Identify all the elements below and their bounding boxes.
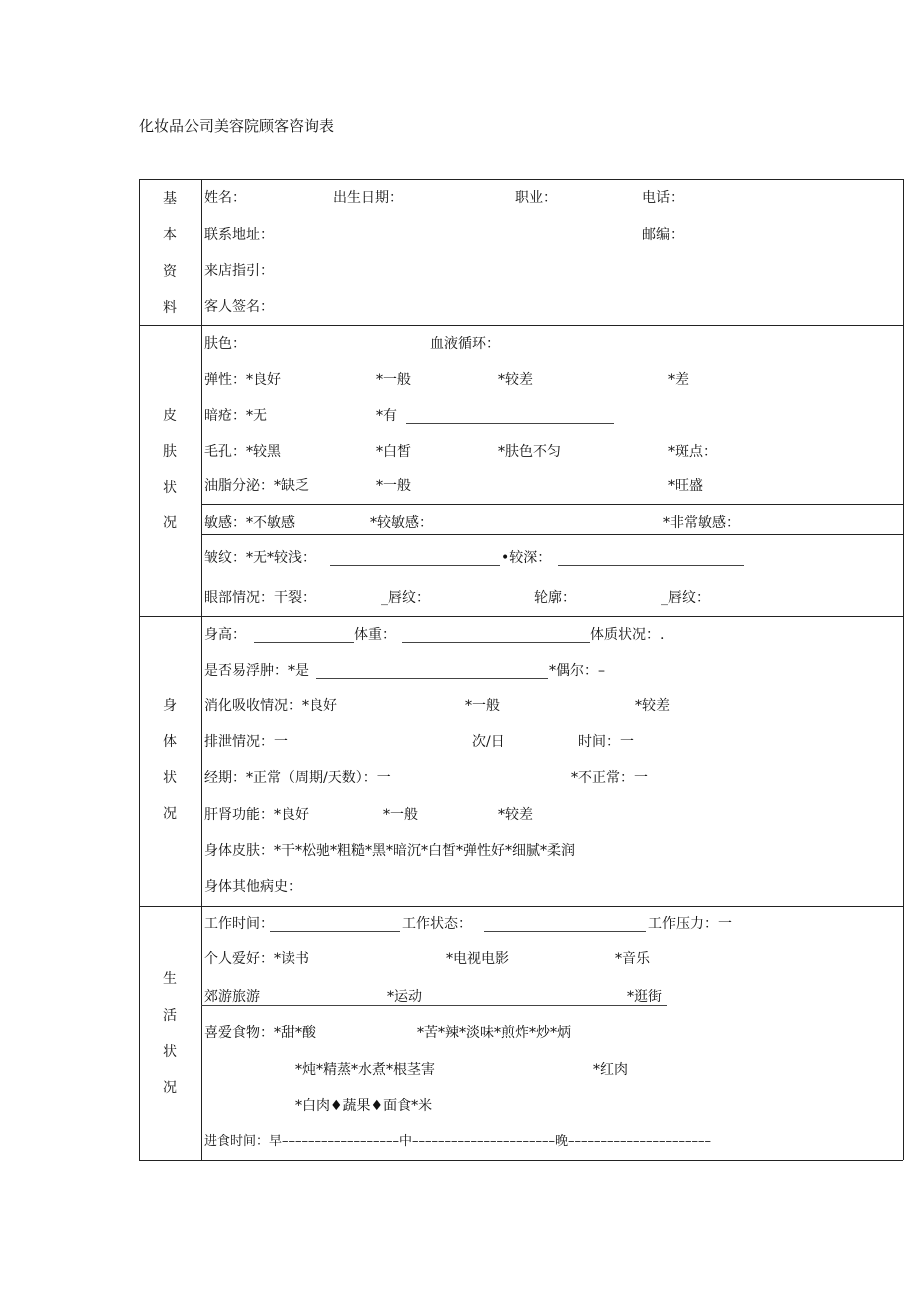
- pore-spots-option[interactable]: *斑点：: [668, 444, 717, 460]
- work-state-blank[interactable]: [484, 931, 646, 932]
- section-char: 料: [163, 300, 177, 316]
- body-skin-options[interactable]: 身体皮肤：*干*松驰*粗糙*黑*暗沉*白皙*弹性好*细腻*柔润: [204, 843, 575, 859]
- blood-circulation-field[interactable]: 血液循环：: [430, 336, 500, 352]
- lip-lines-field-2[interactable]: _唇纹：: [661, 590, 710, 606]
- wrinkle-deep-option[interactable]: •较深：: [501, 550, 552, 566]
- sports-option[interactable]: *运动: [387, 989, 422, 1005]
- elasticity-normal-option[interactable]: *一般: [376, 372, 411, 388]
- shopping-option[interactable]: *逛街: [627, 989, 662, 1005]
- address-field[interactable]: 联系地址：: [204, 227, 274, 243]
- lip-lines-field[interactable]: _唇纹：: [381, 590, 430, 606]
- elasticity-bad-option[interactable]: *差: [668, 372, 689, 388]
- acne-blank[interactable]: [406, 423, 614, 424]
- referral-field[interactable]: 来店指引：: [204, 263, 274, 279]
- hobby-reading-option[interactable]: 个人爱好：*读书: [204, 951, 309, 967]
- job-field[interactable]: 职业：: [515, 190, 557, 206]
- work-state-field[interactable]: 工作状态：: [402, 916, 472, 932]
- oil-lacking-option[interactable]: 油脂分泌：*缺乏: [204, 478, 309, 494]
- section-char: 资: [163, 264, 177, 280]
- work-time-blank[interactable]: [270, 931, 400, 932]
- meal-time-field[interactable]: 进食时间：早––––––––––––––––––中––––––––––––––––––––––晚––––––––––––––––––––––: [204, 1134, 712, 1149]
- weight-blank[interactable]: [402, 642, 590, 643]
- period-normal-option[interactable]: 经期：*正常（周期/天数）：一: [204, 770, 391, 786]
- not-sensitive-option[interactable]: 敏感：*不敏感: [204, 515, 295, 531]
- section-char: 生: [163, 971, 177, 987]
- table-column-divider: [201, 179, 202, 1160]
- row-divider: [201, 504, 903, 505]
- pore-dark-option[interactable]: 毛孔：*较黑: [204, 444, 281, 460]
- work-pressure-field[interactable]: 工作压力：一: [648, 916, 732, 932]
- acne-yes-option[interactable]: *有: [376, 408, 397, 424]
- sensitive-option[interactable]: *较敏感：: [370, 515, 433, 531]
- times-per-day-label: 次/日: [472, 734, 505, 750]
- section-char: 况: [163, 1080, 177, 1096]
- skin-color-field[interactable]: 肤色：: [204, 336, 246, 352]
- section-char: 况: [163, 806, 177, 822]
- food-staples-option[interactable]: *白肉♦蔬果♦面食*米: [295, 1098, 433, 1114]
- section-char: 皮: [163, 408, 177, 424]
- excretion-time-field[interactable]: 时间：一: [578, 734, 634, 750]
- table-border-bottom: [139, 1160, 903, 1161]
- section-divider: [139, 906, 903, 907]
- outing-travel-option[interactable]: 郊游旅游: [204, 989, 260, 1005]
- edema-blank[interactable]: [316, 678, 548, 679]
- section-char: 状: [163, 770, 177, 786]
- section-char: 状: [163, 1044, 177, 1060]
- constitution-field[interactable]: 体质状况：.: [590, 627, 665, 643]
- section-char: 况: [163, 515, 177, 531]
- liver-kidney-poor-option[interactable]: *较差: [498, 807, 533, 823]
- section-char: 基: [163, 191, 177, 207]
- section-char: 状: [163, 480, 177, 496]
- birth-field[interactable]: 出生日期：: [333, 190, 403, 206]
- section-char: 身: [163, 698, 177, 714]
- height-field[interactable]: 身高：: [204, 627, 246, 643]
- section-char: 肤: [163, 444, 177, 460]
- medical-history-field[interactable]: 身体其他病史：: [204, 879, 302, 895]
- liver-kidney-normal-option[interactable]: *一般: [383, 807, 418, 823]
- food-cooking-option[interactable]: *炖*精蒸*水煮*根茎害: [295, 1062, 435, 1078]
- section-divider: [139, 325, 903, 326]
- very-sensitive-option[interactable]: *非常敏感：: [663, 515, 740, 531]
- digestion-normal-option[interactable]: *一般: [465, 698, 500, 714]
- oil-high-option[interactable]: *旺盛: [668, 478, 703, 494]
- signature-field[interactable]: 客人签名：: [204, 299, 274, 315]
- wrinkle-light-option[interactable]: 皱纹：*无*较浅：: [204, 550, 316, 566]
- phone-field[interactable]: 电话：: [642, 190, 684, 206]
- edema-yes-option[interactable]: 是否易浮肿：*是: [204, 663, 309, 679]
- hobby-movies-option[interactable]: *电视电影: [446, 951, 509, 967]
- food-sweet-sour-option[interactable]: 喜爱食物：*甜*酸: [204, 1025, 316, 1041]
- height-blank[interactable]: [254, 642, 354, 643]
- zip-field[interactable]: 邮编：: [642, 227, 684, 243]
- eye-condition-field[interactable]: 眼部情况：干裂：: [204, 590, 316, 606]
- table-border-right: [903, 179, 904, 1160]
- elasticity-good-option[interactable]: 弹性：*良好: [204, 372, 281, 388]
- contour-field[interactable]: 轮廓：: [534, 590, 576, 606]
- food-flavors-option[interactable]: *苦*辣*淡味*煎炸*炒*炳: [417, 1025, 571, 1041]
- hobby-music-option[interactable]: *音乐: [615, 951, 650, 967]
- wrinkle-light-blank[interactable]: [330, 565, 500, 566]
- table-border-top: [139, 179, 903, 180]
- page-title: 化妆品公司美容院顾客咨询表: [139, 117, 335, 135]
- food-red-meat-option[interactable]: *红肉: [593, 1062, 628, 1078]
- digestion-good-option[interactable]: 消化吸收情况：*良好: [204, 698, 337, 714]
- pore-fair-option[interactable]: *白皙: [376, 444, 411, 460]
- acne-none-option[interactable]: 暗疮：*无: [204, 408, 267, 424]
- section-char: 本: [163, 227, 177, 243]
- section-divider: [139, 616, 903, 617]
- row-divider: [201, 534, 903, 535]
- weight-field[interactable]: 体重：: [354, 627, 396, 643]
- period-abnormal-option[interactable]: *不正常：一: [571, 770, 648, 786]
- edema-sometimes-option[interactable]: *偶尔：–: [549, 663, 605, 679]
- digestion-poor-option[interactable]: *较差: [635, 698, 670, 714]
- hobby-row-line: [201, 1005, 667, 1006]
- excretion-field[interactable]: 排泄情况：一: [204, 734, 288, 750]
- name-field[interactable]: 姓名：: [204, 190, 246, 206]
- elasticity-poor-option[interactable]: *较差: [498, 372, 533, 388]
- liver-kidney-good-option[interactable]: 肝肾功能：*良好: [204, 807, 309, 823]
- pore-uneven-option[interactable]: *肤色不匀: [498, 444, 561, 460]
- wrinkle-deep-blank[interactable]: [558, 565, 744, 566]
- section-char: 活: [163, 1008, 177, 1024]
- section-char: 体: [163, 734, 177, 750]
- oil-normal-option[interactable]: *一般: [376, 478, 411, 494]
- work-time-field[interactable]: 工作时间：: [204, 916, 274, 932]
